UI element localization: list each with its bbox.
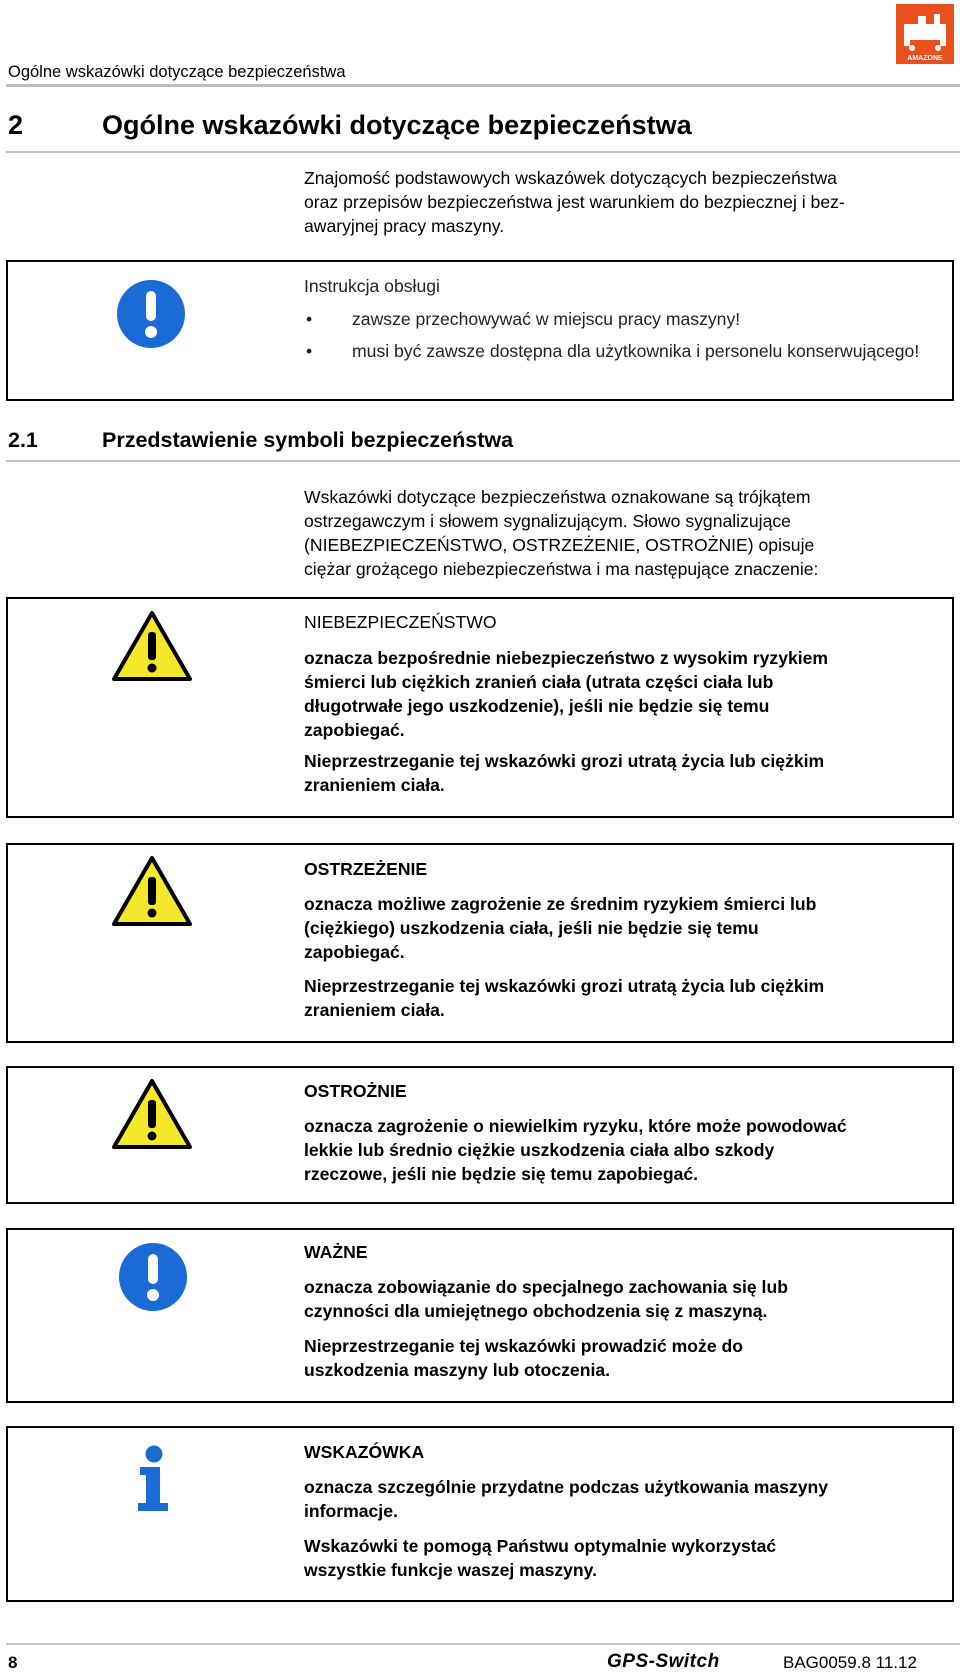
signal-box-caution: [6, 1066, 954, 1204]
signal-meaning: [304, 1114, 944, 1186]
warning-triangle-icon: [111, 855, 193, 932]
page-number: 8: [8, 1653, 18, 1672]
document-reference: BAG0059.8 11.12: [783, 1653, 917, 1672]
text-line: zranieniem ciała.: [304, 1000, 445, 1020]
text-line: oznacza zobowiązanie do specjalnego zachowania się lub: [304, 1277, 788, 1297]
signal-meaning: [304, 1275, 944, 1323]
intro-line: (NIEBEZPIECZEŃSTWO, OSTRZEŻENIE, OSTROŻNIE) opisuje: [304, 535, 815, 555]
list-item: • zawsze przechowywać w miejscu pracy maszyny!: [304, 307, 944, 331]
signal-label: OSTROŻNIE: [304, 1081, 407, 1101]
signal-meaning: [304, 892, 944, 964]
text-line: zapobiegać.: [304, 942, 405, 962]
amazone-logo: [896, 4, 954, 64]
section-number: 2: [8, 110, 24, 140]
intro-line: Wskazówki dotyczące bezpieczeństwa oznakowane są trójkątem: [304, 487, 811, 507]
signal-label: NIEBEZPIECZEŃSTWO: [304, 612, 497, 632]
section-title: Ogólne wskazówki dotyczące bezpieczeństwa: [102, 110, 692, 140]
product-name: GPS-Switch: [607, 1651, 720, 1672]
signal-label: OSTRZEŻENIE: [304, 859, 428, 879]
text-line: czynności dla umiejętnego obchodzenia się z maszyną.: [304, 1301, 768, 1321]
signal-label: WAŻNE: [304, 1242, 368, 1262]
intro-line: Znajomość podstawowych wskazówek dotyczących bezpieczeństwa: [304, 168, 837, 188]
subsection-intro: [304, 485, 954, 581]
text-line: oznacza bezpośrednie niebezpieczeństwo z wysokim ryzykiem: [304, 648, 829, 668]
signal-meaning: [304, 646, 944, 742]
subsection-rule: [6, 460, 960, 462]
intro-line: ciężar grożącego niebezpieczeństwa i ma następujące znaczenie:: [304, 559, 819, 579]
subsection-title: Przedstawienie symboli bezpieczeństwa: [102, 428, 514, 452]
manual-note-list: [304, 307, 944, 371]
text-line: oznacza zagrożenie o niewielkim ryzyku, które może powodować: [304, 1116, 847, 1136]
info-i-icon: [134, 1445, 174, 1518]
text-line: rzeczowe, jeśli nie będzie się temu zapobiegać.: [304, 1164, 699, 1184]
running-title: Ogólne wskazówki dotyczące bezpieczeństwa: [8, 63, 346, 81]
text-line: Wskazówki te pomogą Państwu optymalnie wykorzystać: [304, 1536, 777, 1556]
text-line: Nieprzestrzeganie tej wskazówki grozi utratą życia lub ciężkim: [304, 751, 825, 771]
exclamation-circle-icon: [118, 1242, 188, 1317]
text-line: śmierci lub ciężkich zranień ciała (utrata części ciała lub: [304, 672, 774, 692]
intro-line: oraz przepisów bezpieczeństwa jest warunkiem do bezpiecznej i bez-: [304, 192, 845, 212]
signal-label: WSKAZÓWKA: [304, 1442, 425, 1462]
text-line: długotrwałe jego uszkodzenie), jeśli nie będzie się temu: [304, 696, 770, 716]
signal-meaning: [304, 1475, 944, 1523]
signal-consequence: [304, 749, 944, 797]
signal-box-danger: [6, 597, 954, 818]
section-rule: [6, 151, 960, 153]
manual-note-box: [6, 260, 954, 401]
list-item: • musi być zawsze dostępna dla użytkownika i personelu konserwującego!: [304, 339, 944, 363]
signal-consequence: [304, 974, 944, 1022]
text-line: wszystkie funkcje waszej maszyny.: [304, 1560, 598, 1580]
warning-triangle-icon: [111, 1078, 193, 1155]
signal-box-important: [6, 1228, 954, 1403]
intro-line: ostrzegawczym i słowem sygnalizującym. Słowo sygnalizujące: [304, 511, 791, 531]
header-rule: [6, 84, 960, 87]
text-line: zapobiegać.: [304, 720, 405, 740]
text-line: Nieprzestrzeganie tej wskazówki grozi utratą życia lub ciężkim: [304, 976, 825, 996]
text-line: Nieprzestrzeganie tej wskazówki prowadzić może do: [304, 1336, 743, 1356]
warning-triangle-icon: [111, 610, 193, 687]
signal-consequence: [304, 1334, 944, 1382]
intro-line: awaryjnej pracy maszyny.: [304, 216, 505, 236]
text-line: (ciężkiego) uszkodzenia ciała, jeśli nie będzie się temu: [304, 918, 759, 938]
signal-consequence: [304, 1534, 944, 1582]
text-line: oznacza szczególnie przydatne podczas użytkowania maszyny: [304, 1477, 829, 1497]
text-line: informacje.: [304, 1501, 398, 1521]
text-line: lekkie lub średnio ciężkie uszkodzenia ciała albo szkody: [304, 1140, 775, 1160]
exclamation-circle-icon: [116, 279, 186, 354]
signal-box-warning: [6, 843, 954, 1043]
text-line: oznacza możliwe zagrożenie ze średnim ryzykiem śmierci lub: [304, 894, 817, 914]
footer-rule: [6, 1643, 960, 1645]
manual-note-title: Instrukcja obsługi: [304, 276, 440, 296]
subsection-number: 2.1: [8, 428, 38, 452]
svg-text:AMAZONE: AMAZONE: [907, 55, 943, 62]
section-intro: [304, 166, 954, 238]
signal-box-note: [6, 1426, 954, 1602]
text-line: zranieniem ciała.: [304, 775, 445, 795]
text-line: uszkodzenia maszyny lub otoczenia.: [304, 1360, 611, 1380]
